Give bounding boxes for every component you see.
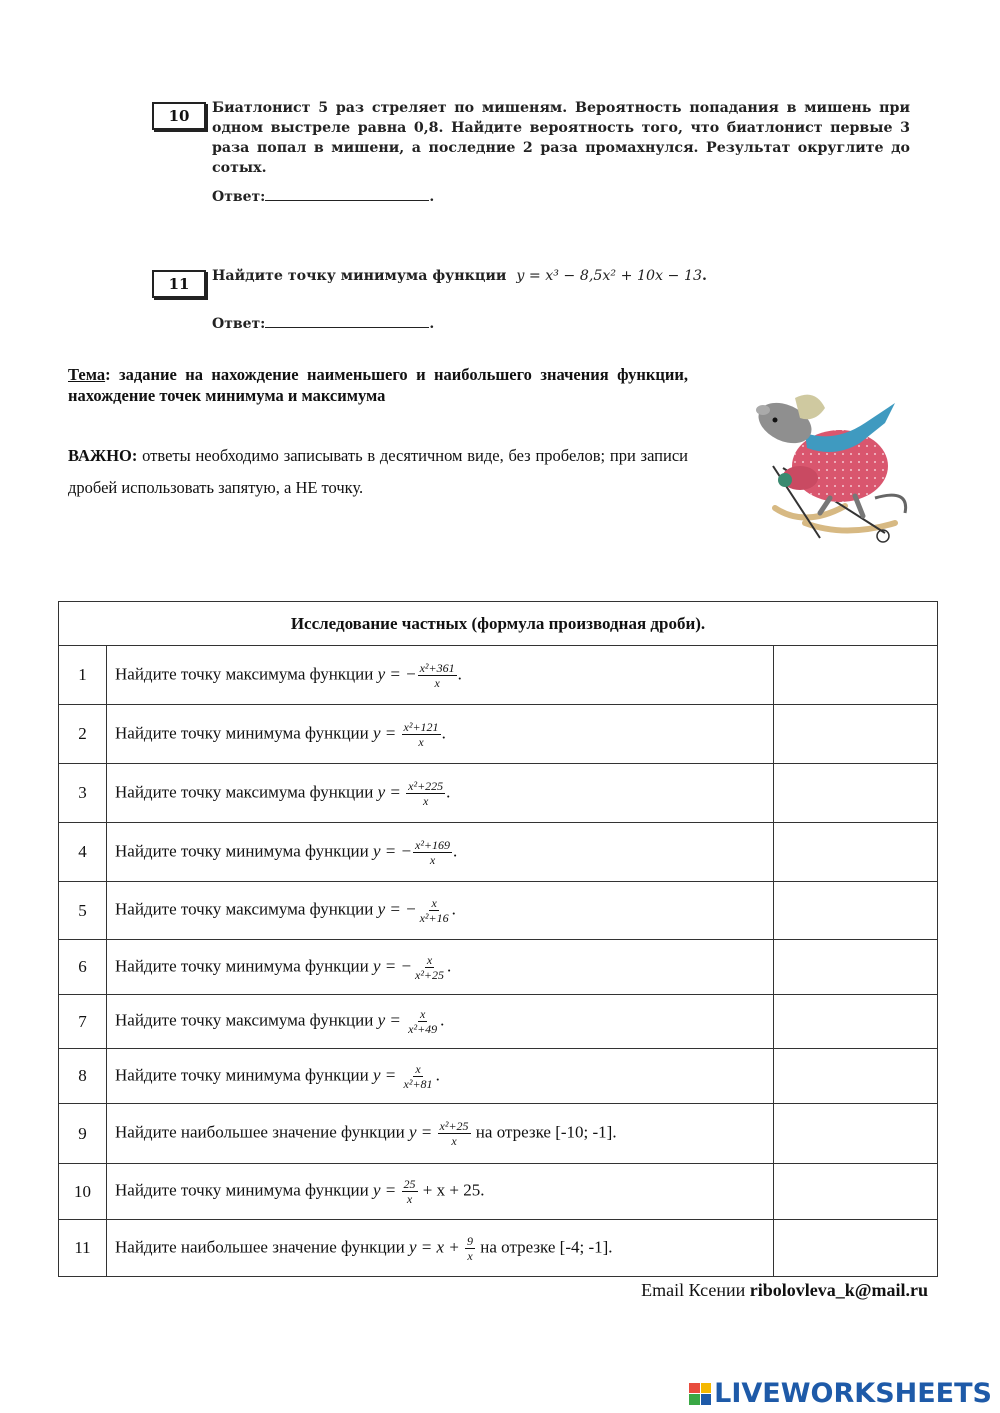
row-task xyxy=(107,1164,774,1220)
answer-cell[interactable] xyxy=(773,940,937,995)
table-row xyxy=(59,1104,938,1164)
table-row xyxy=(59,646,938,705)
topic-label: Тема xyxy=(68,365,106,384)
fraction-numerator: x²+225 xyxy=(408,778,444,793)
task-suffix: . xyxy=(453,840,458,860)
important-paragraph xyxy=(68,440,688,504)
formula-lhs: y = xyxy=(373,722,401,742)
answer-cell[interactable] xyxy=(773,1164,937,1220)
task-suffix: на отрезке [-4; -1]. xyxy=(476,1236,613,1256)
row-task xyxy=(107,882,774,940)
task-suffix: + x + 25. xyxy=(418,1180,485,1200)
row-task xyxy=(107,995,774,1049)
answer-cell[interactable] xyxy=(773,646,937,705)
fraction-numerator: x²+25 xyxy=(439,1119,469,1133)
task-suffix: . xyxy=(457,663,462,683)
answer-cell[interactable] xyxy=(773,1220,937,1277)
row-number: 10 xyxy=(59,1164,107,1220)
table-row xyxy=(59,705,938,764)
table-row xyxy=(59,995,938,1049)
fraction-denominator: x xyxy=(418,734,424,749)
task-prompt: Найдите точку минимума функции xyxy=(115,955,373,975)
fraction xyxy=(418,896,451,925)
row-task xyxy=(107,1220,774,1277)
task-prompt: Найдите точку минимума функции xyxy=(115,1180,373,1200)
task-10-answer xyxy=(212,186,434,205)
row-number: 9 xyxy=(59,1104,107,1164)
answer-cell[interactable] xyxy=(773,823,937,882)
fraction-numerator: x xyxy=(419,1007,426,1021)
formula-lhs: y = xyxy=(377,1010,406,1030)
logo-tile xyxy=(701,1394,712,1405)
contact-email xyxy=(641,1280,928,1301)
brand-logo xyxy=(689,1378,992,1409)
task-prompt: Найдите точку максимума функции xyxy=(115,899,378,919)
row-task xyxy=(107,646,774,705)
row-task xyxy=(107,823,774,882)
fraction-denominator: x xyxy=(422,793,429,808)
fraction-denominator: x xyxy=(406,1192,413,1206)
task-11-prompt: Найдите точку минимума функции xyxy=(212,268,507,284)
fraction xyxy=(406,1007,439,1036)
task-prompt: Найдите точку максимума функции xyxy=(115,1010,378,1030)
fraction-numerator: 9 xyxy=(467,1233,474,1248)
fraction-denominator: x xyxy=(451,1134,457,1148)
task-suffix: . xyxy=(447,955,452,975)
fraction-numerator: 25 xyxy=(403,1177,416,1191)
task-10-text: Биатлонист 5 раз стреляет по мишеням. Вероятность попадания в мишень при одном выстреле равна 0,8. Найдите вероятность того, что биатлонист первые 3 раза попал в мишени, а последние 2 раза промахнулся. Результат округлите до сотых. xyxy=(212,100,910,176)
task-number-box: 11 xyxy=(152,270,206,298)
task-prompt: Найдите точку минимума функции xyxy=(115,840,373,860)
logo-tile xyxy=(701,1383,712,1394)
formula-lhs: y = − xyxy=(377,899,417,919)
table-title: Исследование частных (формула производная дроби). xyxy=(59,602,938,646)
task-prompt: Найдите точку минимума функции xyxy=(115,722,373,742)
answer-cell[interactable] xyxy=(773,882,937,940)
task-11-text xyxy=(212,266,910,286)
row-task xyxy=(107,1104,774,1164)
answer-line[interactable] xyxy=(265,186,429,201)
fraction xyxy=(465,1234,475,1263)
task-prompt: Найдите точку максимума функции xyxy=(115,781,378,801)
row-number: 11 xyxy=(59,1220,107,1277)
row-number: 8 xyxy=(59,1049,107,1104)
formula-lhs: y = − xyxy=(373,955,412,975)
row-number: 7 xyxy=(59,995,107,1049)
email-label: Email Ксении xyxy=(641,1280,750,1300)
row-number: 5 xyxy=(59,882,107,940)
answer-cell[interactable] xyxy=(773,705,937,764)
answer-end: . xyxy=(429,189,435,205)
row-number: 3 xyxy=(59,764,107,823)
formula-lhs: y = xyxy=(373,1064,401,1084)
formula-lhs: y = x + xyxy=(408,1236,465,1256)
topic-text: : задание на нахождение наименьшего и наибольшего значения функции, нахождение точек минимума и максимума xyxy=(68,365,688,405)
table-row xyxy=(59,823,938,882)
row-task xyxy=(107,940,774,995)
fraction xyxy=(402,1177,418,1206)
row-number: 2 xyxy=(59,705,107,764)
answer-cell[interactable] xyxy=(773,995,937,1049)
row-number: 6 xyxy=(59,940,107,995)
fraction xyxy=(413,953,446,982)
fraction-numerator: x²+121 xyxy=(403,719,439,734)
task-prompt: Найдите наибольшее значение функции xyxy=(115,1122,409,1142)
table-row xyxy=(59,1220,938,1277)
task-prompt: Найдите точку минимума функции xyxy=(115,1064,373,1084)
formula-lhs: y = xyxy=(408,1122,437,1142)
answer-cell[interactable] xyxy=(773,1104,937,1164)
formula-lhs: y = − xyxy=(377,663,417,683)
row-task xyxy=(107,764,774,823)
fraction xyxy=(438,1119,471,1148)
answer-line[interactable] xyxy=(265,313,429,328)
formula-end: . xyxy=(702,268,707,284)
task-number-box: 10 xyxy=(152,102,206,130)
fraction-denominator: x xyxy=(467,1248,473,1263)
task-suffix: . xyxy=(440,1010,445,1030)
task-prompt: Найдите наибольшее значение функции xyxy=(115,1236,409,1256)
fraction-numerator: x xyxy=(415,1061,421,1076)
task-suffix: . xyxy=(446,781,451,801)
fraction xyxy=(402,720,441,749)
important-label: ВАЖНО: xyxy=(68,446,138,465)
fraction-denominator: x²+25 xyxy=(415,967,445,982)
table-row xyxy=(59,1049,938,1104)
fraction xyxy=(413,838,452,867)
task-prompt: Найдите точку максимума функции xyxy=(115,663,378,683)
formula-lhs: y = xyxy=(377,781,406,801)
logo-tile xyxy=(689,1383,700,1394)
fraction-denominator: x xyxy=(429,852,436,867)
logo-tile xyxy=(689,1394,700,1405)
topic-paragraph xyxy=(68,364,688,406)
fraction-numerator: x xyxy=(431,896,437,910)
fraction xyxy=(402,1062,435,1091)
important-text: ответы необходимо записывать в десятичном виде, без пробелов; при записи дробей использовать запятую, а НЕ точку. xyxy=(68,446,688,497)
task-suffix: . xyxy=(435,1064,440,1084)
task-suffix: на отрезке [-10; -1]. xyxy=(471,1122,617,1142)
fraction-denominator: x²+49 xyxy=(408,1022,438,1036)
answer-label: Ответ: xyxy=(212,316,266,332)
task-table xyxy=(58,601,938,1277)
table-row xyxy=(59,882,938,940)
skiing-mouse-illustration xyxy=(745,388,920,553)
row-task xyxy=(107,1049,774,1104)
answer-label: Ответ: xyxy=(212,189,266,205)
answer-end: . xyxy=(429,316,435,332)
answer-cell[interactable] xyxy=(773,1049,937,1104)
fraction-numerator: x xyxy=(426,952,433,967)
row-number: 4 xyxy=(59,823,107,882)
task-11-formula: y = x³ − 8,5x² + 10x − 13 xyxy=(516,268,703,284)
fraction-denominator: x²+16 xyxy=(419,911,449,925)
task-suffix: . xyxy=(451,899,456,919)
table-row xyxy=(59,940,938,995)
answer-cell[interactable] xyxy=(773,764,937,823)
formula-lhs: y = xyxy=(373,1180,401,1200)
row-task xyxy=(107,705,774,764)
row-number: 1 xyxy=(59,646,107,705)
table-row xyxy=(59,1164,938,1220)
liveworksheets-logo-icon xyxy=(689,1383,711,1405)
task-11-answer xyxy=(212,313,434,332)
formula-lhs: y = − xyxy=(373,840,412,860)
task-suffix: . xyxy=(441,722,446,742)
fraction-numerator: x²+169 xyxy=(415,837,451,852)
fraction-denominator: x²+81 xyxy=(403,1076,433,1091)
fraction xyxy=(418,661,457,690)
fraction-numerator: x²+361 xyxy=(419,660,455,675)
fraction-denominator: x xyxy=(434,675,440,690)
table-row xyxy=(59,764,938,823)
brand-name: LIVEWORKSHEETS xyxy=(714,1378,992,1409)
fraction xyxy=(406,779,445,808)
email-address[interactable]: ribolovleva_k@mail.ru xyxy=(749,1280,928,1300)
